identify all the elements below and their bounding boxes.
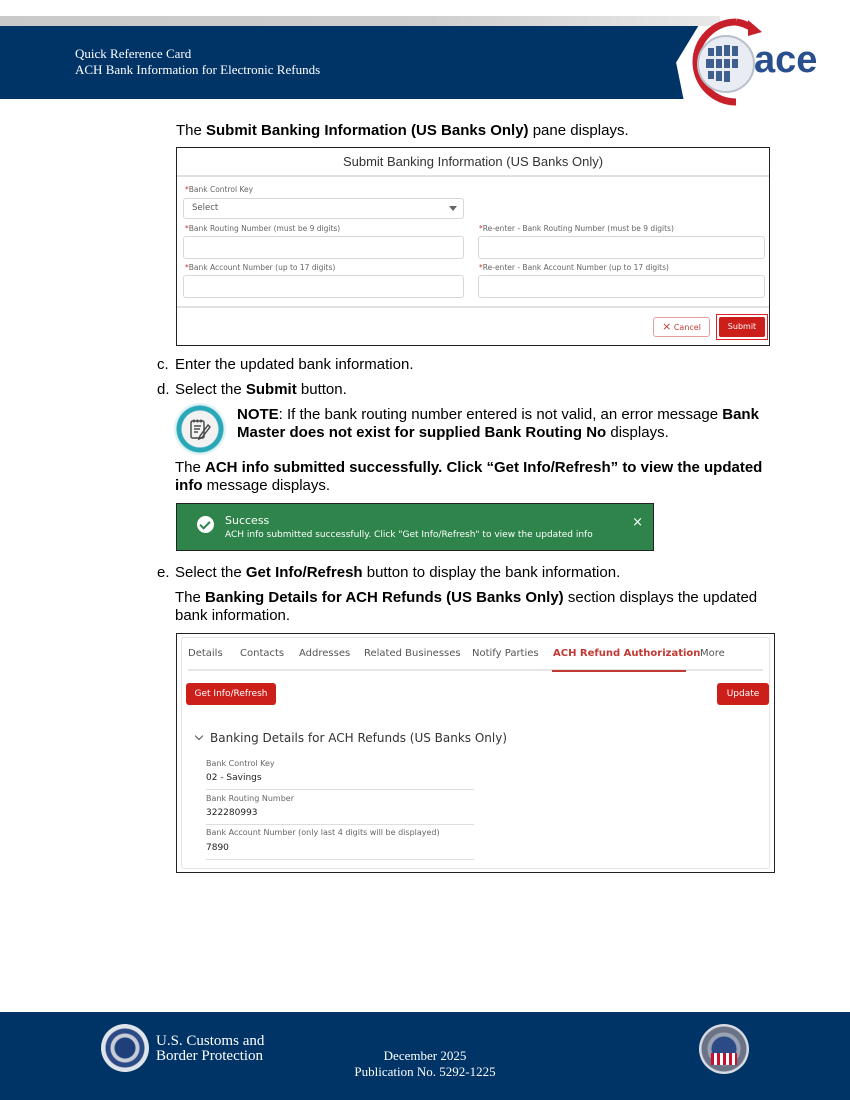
note-text: NOTE: If the bank routing number entered is not valid, an error message Bank Master does not exist for supplied Bank Routing No displays. bbox=[237, 406, 759, 441]
header-gray-band bbox=[0, 16, 720, 26]
header-line-2: ACH Bank Information for Electronic Refunds bbox=[75, 62, 321, 77]
tab-more[interactable]: More bbox=[700, 648, 725, 659]
step-c-letter: c. bbox=[157, 356, 169, 373]
routing-number-input[interactable] bbox=[183, 236, 464, 259]
close-icon[interactable]: × bbox=[632, 515, 643, 530]
tab-bar bbox=[188, 638, 763, 671]
get-info-refresh-button[interactable]: Get Info/Refresh bbox=[186, 683, 276, 705]
success-message-text: The ACH info submitted successfully. Click “Get Info/Refresh” to view the updated info message displays. bbox=[175, 459, 763, 494]
account-number-reenter-input[interactable] bbox=[478, 275, 765, 298]
bank-control-key-label: Bank Control Key bbox=[206, 759, 275, 768]
bank-control-key-select[interactable]: Select bbox=[183, 198, 464, 219]
ach-refund-card bbox=[176, 633, 775, 873]
publication-number: Publication No. 5292-1225 bbox=[354, 1064, 496, 1079]
toast-message: ACH info submitted successfully. Click "Get Info/Refresh" to view the updated info bbox=[225, 530, 593, 540]
account-reenter-label: *Re-enter - Bank Account Number (up to 17 digits) bbox=[479, 263, 669, 272]
close-icon: × bbox=[662, 320, 672, 333]
tab-notify-parties[interactable]: Notify Parties bbox=[472, 648, 539, 659]
svg-text:ace: ace bbox=[754, 39, 818, 81]
account-number-input[interactable] bbox=[183, 275, 464, 298]
bank-account-number-label: Bank Account Number (only last 4 digits will be displayed) bbox=[206, 828, 440, 837]
header-title bbox=[75, 46, 320, 78]
check-circle-icon bbox=[197, 516, 214, 533]
details-text: The Banking Details for ACH Refunds (US Banks Only) section displays the updated bank information. bbox=[175, 589, 758, 624]
footer-divider bbox=[177, 306, 769, 308]
banking-details-section-toggle[interactable]: Banking Details for ACH Refunds (US Banks Only) bbox=[196, 731, 507, 745]
submit-highlight bbox=[716, 314, 768, 340]
step-e-text: Select the Get Info/Refresh button to display the bank information. bbox=[175, 564, 621, 581]
update-button[interactable]: Update bbox=[717, 683, 769, 705]
submit-button[interactable]: Submit bbox=[719, 317, 765, 337]
ace-logo-icon bbox=[676, 14, 836, 110]
tab-contacts[interactable]: Contacts bbox=[240, 648, 285, 659]
row-divider bbox=[206, 824, 474, 825]
note-icon bbox=[174, 403, 226, 455]
bank-routing-number-label: Bank Routing Number bbox=[206, 794, 294, 803]
tab-ach-refund-authorization[interactable]: ACH Refund Authorization bbox=[553, 648, 701, 659]
tab-addresses[interactable]: Addresses bbox=[299, 648, 351, 659]
bank-account-number-value: 7890 bbox=[206, 843, 229, 853]
step-d-text: Select the Submit button. bbox=[175, 381, 347, 398]
success-toast bbox=[176, 503, 654, 551]
step-e-letter: e. bbox=[157, 564, 170, 581]
tab-details[interactable]: Details bbox=[188, 648, 223, 659]
row-divider bbox=[206, 789, 474, 790]
toast-title: Success bbox=[225, 514, 270, 527]
step-c-text: Enter the updated bank information. bbox=[175, 356, 414, 373]
bank-control-key-label: *Bank Control Key bbox=[185, 185, 254, 194]
card-inner bbox=[181, 637, 770, 869]
intro-text: The Submit Banking Information (US Banks Only) pane displays. bbox=[176, 122, 629, 139]
tab-related-businesses[interactable]: Related Businesses bbox=[364, 648, 461, 659]
submit-banking-pane bbox=[176, 147, 770, 346]
header-line-1: Quick Reference Card bbox=[75, 46, 192, 61]
row-divider bbox=[206, 859, 474, 860]
account-label: *Bank Account Number (up to 17 digits) bbox=[185, 263, 336, 272]
bank-routing-number-value: 322280993 bbox=[206, 808, 258, 818]
agency-name: U.S. Customs and Border Protection bbox=[156, 1033, 265, 1064]
active-tab-indicator bbox=[552, 670, 686, 672]
pane-title: Submit Banking Information (US Banks Only) bbox=[177, 148, 769, 177]
bank-control-key-value: 02 - Savings bbox=[206, 773, 262, 783]
chevron-down-icon bbox=[195, 732, 203, 740]
routing-number-reenter-input[interactable] bbox=[478, 236, 765, 259]
dhs-seal-icon bbox=[699, 1024, 749, 1074]
routing-label: *Bank Routing Number (must be 9 digits) bbox=[185, 224, 341, 233]
step-d-letter: d. bbox=[157, 381, 170, 398]
routing-reenter-label: *Re-enter - Bank Routing Number (must be 9 digits) bbox=[479, 224, 674, 233]
seal-stripes bbox=[711, 1053, 737, 1065]
publication-date: December 2025 bbox=[383, 1048, 467, 1063]
dropdown-arrow-icon bbox=[449, 206, 457, 211]
cancel-button[interactable]: × Cancel bbox=[653, 317, 710, 337]
